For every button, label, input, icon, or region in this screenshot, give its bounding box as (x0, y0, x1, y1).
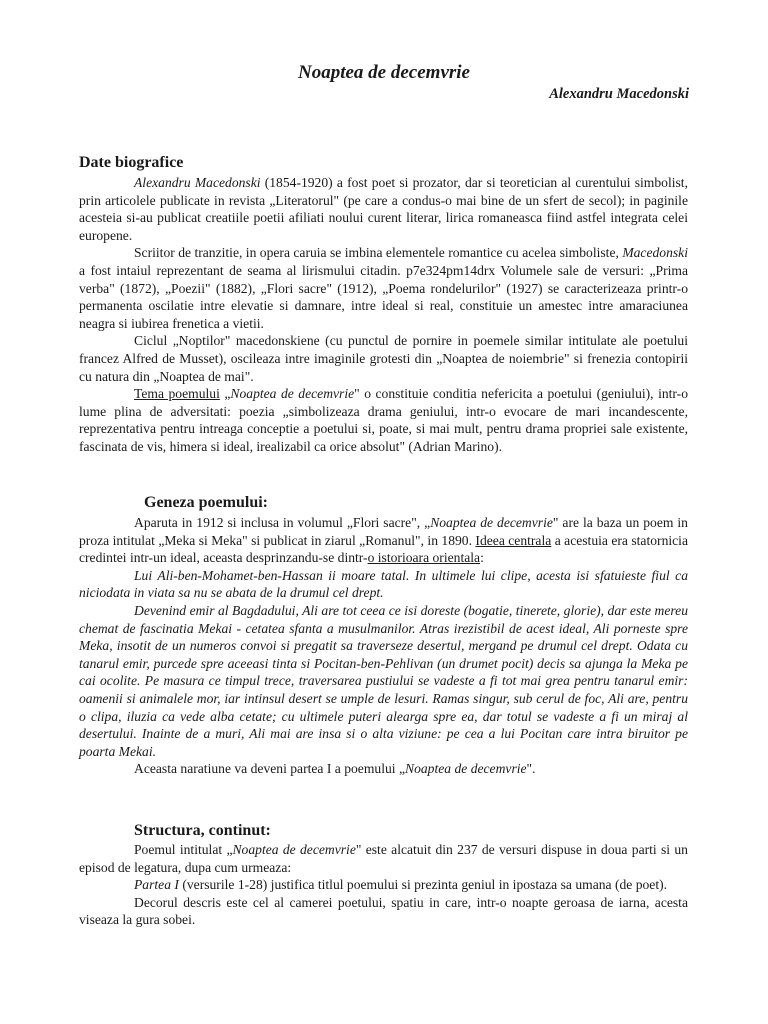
geneza-work-title: Noaptea de decemvrie (430, 515, 553, 530)
geneza-paragraph-1 (79, 514, 688, 567)
geneza-paragraph-4-text-b: ". (526, 761, 536, 777)
ideea-centrala-label: Ideea centrala (475, 532, 552, 548)
section-structura-continut (79, 841, 688, 929)
geneza-paragraph-1-text-d: : (480, 550, 484, 566)
istorioara-orientala-label: o istorioara orientala (367, 550, 481, 566)
structura-paragraph-1-text-b: " este alcatuit din 237 de versuri dispuse in doua parti si un episod de legatura, dupa cum urmeaza: (79, 842, 688, 875)
structura-paragraph-2 (79, 876, 688, 894)
bio-paragraph-2-text-a: Scriitor de tranzitie, in opera caruia se imbina elementele romantice cu acelea simboliste, (134, 245, 623, 261)
document-author: Alexandru Macedonski (549, 86, 689, 102)
bio-paragraph-4-text: " o constituie conditia nefericita a poetului (geniului), intr-o lume plina de adversitati: poezia „simbolizeaza drama geniului, intr-o evocare de mari incandescente, reprezentativa pentru intreaga conceptie a poetului si, poate, si mai mult, pentru drama propriei sale existente, fascinata de vis, himera si ideal, irealizabil ca orice absolut" (Adrian Marino). (79, 386, 688, 454)
heading-structura-continut: Structura, continut: (134, 822, 271, 839)
bio-author-name: Alexandru Macedonski (134, 175, 261, 190)
bio-paragraph-3: Ciclul „Noptilor" macedonskiene (cu punctul de pornire in poemele similar intitulate ale poetului francez Alfred de Musset), oscileaza intre imaginile grotesti din „Noaptea de noiembrie" si frenezia contopirii cu natura din „Noaptea de mai". (79, 333, 688, 384)
heading-date-biografice: Date biografice (79, 154, 184, 171)
bio-paragraph-1 (79, 174, 688, 244)
structura-paragraph-2-text: (versurile 1-28) justifica titlul poemului si prezinta geniul in ipostaza sa umana (de poet). (178, 877, 668, 893)
structura-work-title: Noaptea de decemvrie (232, 842, 356, 857)
partea-i-label: Partea I (134, 877, 179, 893)
structura-paragraph-3: Decorul descris este cel al camerei poetului, spatiu in care, intr-o noapte geroasa de iarna, acesta viseaza la gura sobei. (79, 894, 688, 928)
geneza-paragraph-1-text-c: a acestuia era statornicia credintei intr-un ideal, aceasta desprinzandu-se dintr- (79, 532, 688, 566)
tema-poemului-label: Tema poemului (134, 386, 220, 402)
heading-geneza-poemului: Geneza poemului: (144, 494, 268, 511)
bio-paragraph-4 (79, 385, 688, 455)
bio-paragraph-2 (79, 244, 688, 332)
bio-work-title: Noaptea de decemvrie (230, 386, 355, 402)
geneza-paragraph-4-text-a: Aceasta naratiune va deveni partea I a poemului „ (134, 761, 405, 777)
geneza-paragraph-1-text-b: " are la baza un poem in proza intitulat „Meka si Meka" si publicat in ziarul „Romanul", in 1890. (79, 515, 688, 548)
geneza-story-paragraph-1: Lui Ali-ben-Mohamet-ben-Hassan ii moare tatal. In ultimele lui clipe, acesta isi sfatuieste fiul ca niciodata in viata sa nu se abata de la drumul cel drept. (79, 567, 688, 601)
bio-paragraph-4-quote-open: „ (219, 386, 231, 402)
section-geneza-poemului (79, 514, 688, 778)
bio-paragraph-1-text: (1854-1920) a fost poet si prozator, dar si teoretician al curentului simbolist, prin articolele publicate in revista „Literatorul" (pe care a condus-o mai bine de un sfert de secol); in paginile acesteia si-au publicat creatiile poetii afiliati noului curent literar, lirica romaneasca fiind astfel integrata celei europene. (79, 175, 688, 243)
bio-author-surname: Macedonski (622, 245, 688, 261)
geneza-paragraph-4 (79, 760, 688, 778)
document-title: Noaptea de decemvrie (298, 62, 470, 83)
structura-paragraph-1 (79, 841, 688, 876)
bio-paragraph-2-text-b: a fost intaiul reprezentant de seama al lirismului citadin. p7e324pm14drx Volumele sale de versuri: „Prima verba" (1872), „Poezii" (1882), „Flori sacre" (1912), „Poema rondelurilor" (1927) se caracterizeaza printr-o permanenta oscilatie intre elevatie si damnare, intre ideal si real, constituie un amestec intre amaraciunea neagra si iubirea frenetica a vietii. (79, 262, 688, 331)
geneza-paragraph-1-text-a: Aparuta in 1912 si inclusa in volumul „Flori sacre", „ (134, 515, 431, 530)
section-date-biografice (79, 174, 688, 456)
geneza-work-title-2: Noaptea de decemvrie (405, 761, 527, 777)
structura-paragraph-1-text-a: Poemul intitulat „ (134, 842, 233, 857)
geneza-story-paragraph-2: Devenind emir al Bagdadului, Ali are tot ceea ce isi doreste (bogatie, tinerete, glorie), dar este mereu chemat de fascinatia Mekai - cetatea sfanta a musulmanilor. Atras irezistibil de acest ideal, Ali porneste spre Meka, insotit de un numeros convoi si pregatit sa traverseze desertul, mergand pe drumul cel drept. Odata cu tanarul emir, purcede spre aceeasi tinta si Pocitan-ben-Pehlivan (un drumet pocit) decis sa ajunga la Meka pe cai ocolite. Pe masura ce timpul trece, traversarea pustiului se vadeste a fi tot mai grea pentru tanarul emir: oamenii si animalele mor, iar intinsul desert se umple de lesuri. Ramas singur, sub cerul de foc, Ali are, pentru o clipa, iluzia ca vede alba cetate; cu ultimele puteri alearga spre ea, dar totul se vadeste a fi un miraj al desertului. Inainte de a muri, Ali mai are insa si o alta viziune: pe cea a lui Pocitan care intra biruitor pe poarta Mekai. (79, 602, 688, 759)
